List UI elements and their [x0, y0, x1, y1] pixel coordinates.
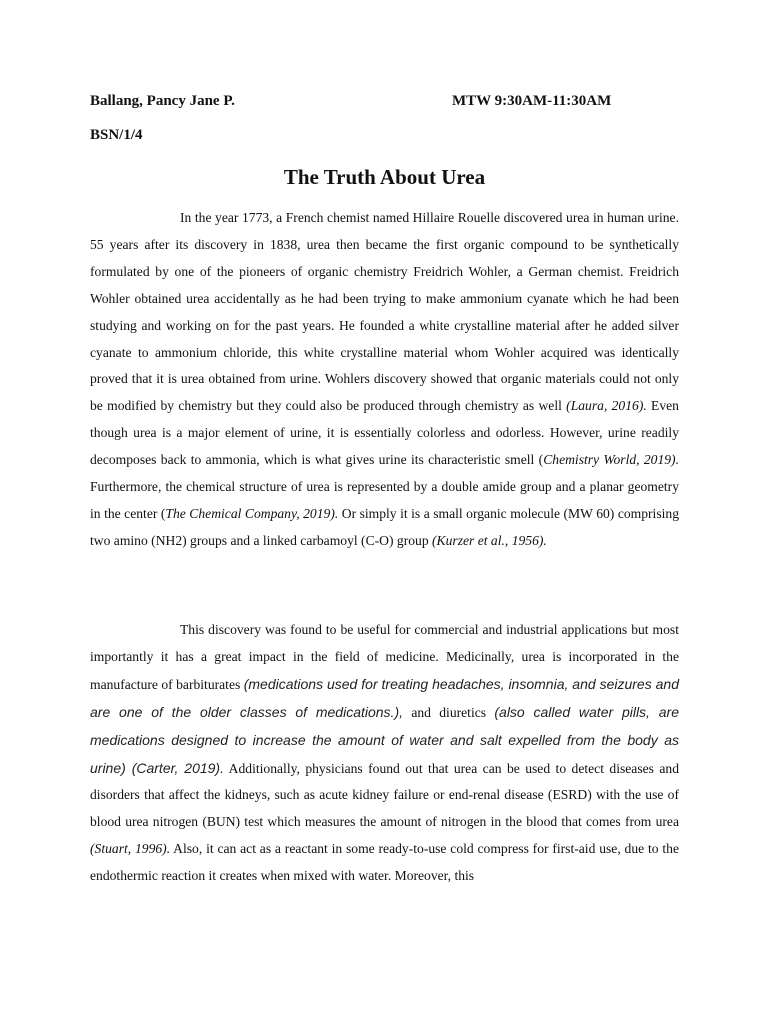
student-name: Ballang, Pancy Jane P. [90, 93, 235, 109]
course-section: BSN/1/4 [90, 127, 143, 143]
citation-chemistry-world: Chemistry World, 2019). [543, 452, 679, 468]
diuretics-definition: (also called water pills, are medications designed to increase the amount of water and salt expelled from the body as urine) (Carter, 2019). [90, 703, 679, 776]
paragraph-2-text-2: and diuretics [403, 704, 495, 720]
citation-stuart: (Stuart, 1996). [90, 841, 171, 857]
citation-chemical-company: The Chemical Company, 2019). [165, 505, 339, 521]
paragraph-1-text-4: Or simply it is a small organic molecule (MW 60) comprising two amino (NH2) groups and a linked carbamoyl (C-O) group [90, 505, 679, 548]
paragraph-2 [90, 617, 679, 890]
header-line [90, 93, 690, 110]
paragraph-2-text-1: This discovery was found to be useful for commercial and industrial applications but most importantly it has a great impact in the field of medicine. Medicinally, urea is incorporated in the manufacture of barbiturates [90, 622, 679, 692]
class-schedule: MTW 9:30AM-11:30AM [452, 93, 612, 109]
barbiturates-definition: (medications used for treating headaches, insomnia, and seizures and are one of the older classes of medications.), [90, 675, 679, 720]
paragraph-1-text-1: In the year 1773, a French chemist named Hillaire Rouelle discovered urea in human urine. 55 years after its discovery in 1838, urea then became the first organic compound to be synthetically formulated by one of the pioneers of organic chemistry Freidrich Wohler, a German chemist. Freidrich Wohler obtained urea accidentally as he had been trying to make ammonium cyanate which he had been studying and working on for the past years. He founded a white crystalline material after he added silver cyanate to ammonium chloride, this white crystalline material whom Wohler acquired was identically proved that it is urea obtained from urine. Wohlers discovery showed that organic materials could not only be modified by chemistry but they could also be produced through chemistry as well [90, 210, 679, 414]
citation-kurzer: (Kurzer et al., 1956). [432, 532, 547, 548]
document-title: The Truth About Urea [283, 165, 486, 189]
paragraph-2-text-4: Also, it can act as a reactant in some ready-to-use cold compress for first-aid use, due to the endothermic reaction it creates when mixed with water. Moreover, this [90, 841, 679, 884]
paragraph-1 [90, 205, 679, 555]
paragraph-2-text-3: Additionally, physicians found out that urea can be used to detect diseases and disorders that affect the kidneys, such as acute kidney failure or end-renal disease (ESRD) with the use of blood urea nitrogen (BUN) test which measures the amount of nitrogen in the blood that comes from urea [90, 760, 679, 830]
citation-laura: (Laura, 2016). [566, 398, 647, 414]
paragraph-1-text-3: Furthermore, the chemical structure of urea is represented by a double amide group and a planar geometry in the center ( [90, 479, 679, 521]
paragraph-1-text-2: Even though urea is a major element of urine, it is essentially colorless and odorless. However, urine readily decomposes back to ammonia, which is what gives urine its characteristic smell ( [90, 398, 679, 468]
